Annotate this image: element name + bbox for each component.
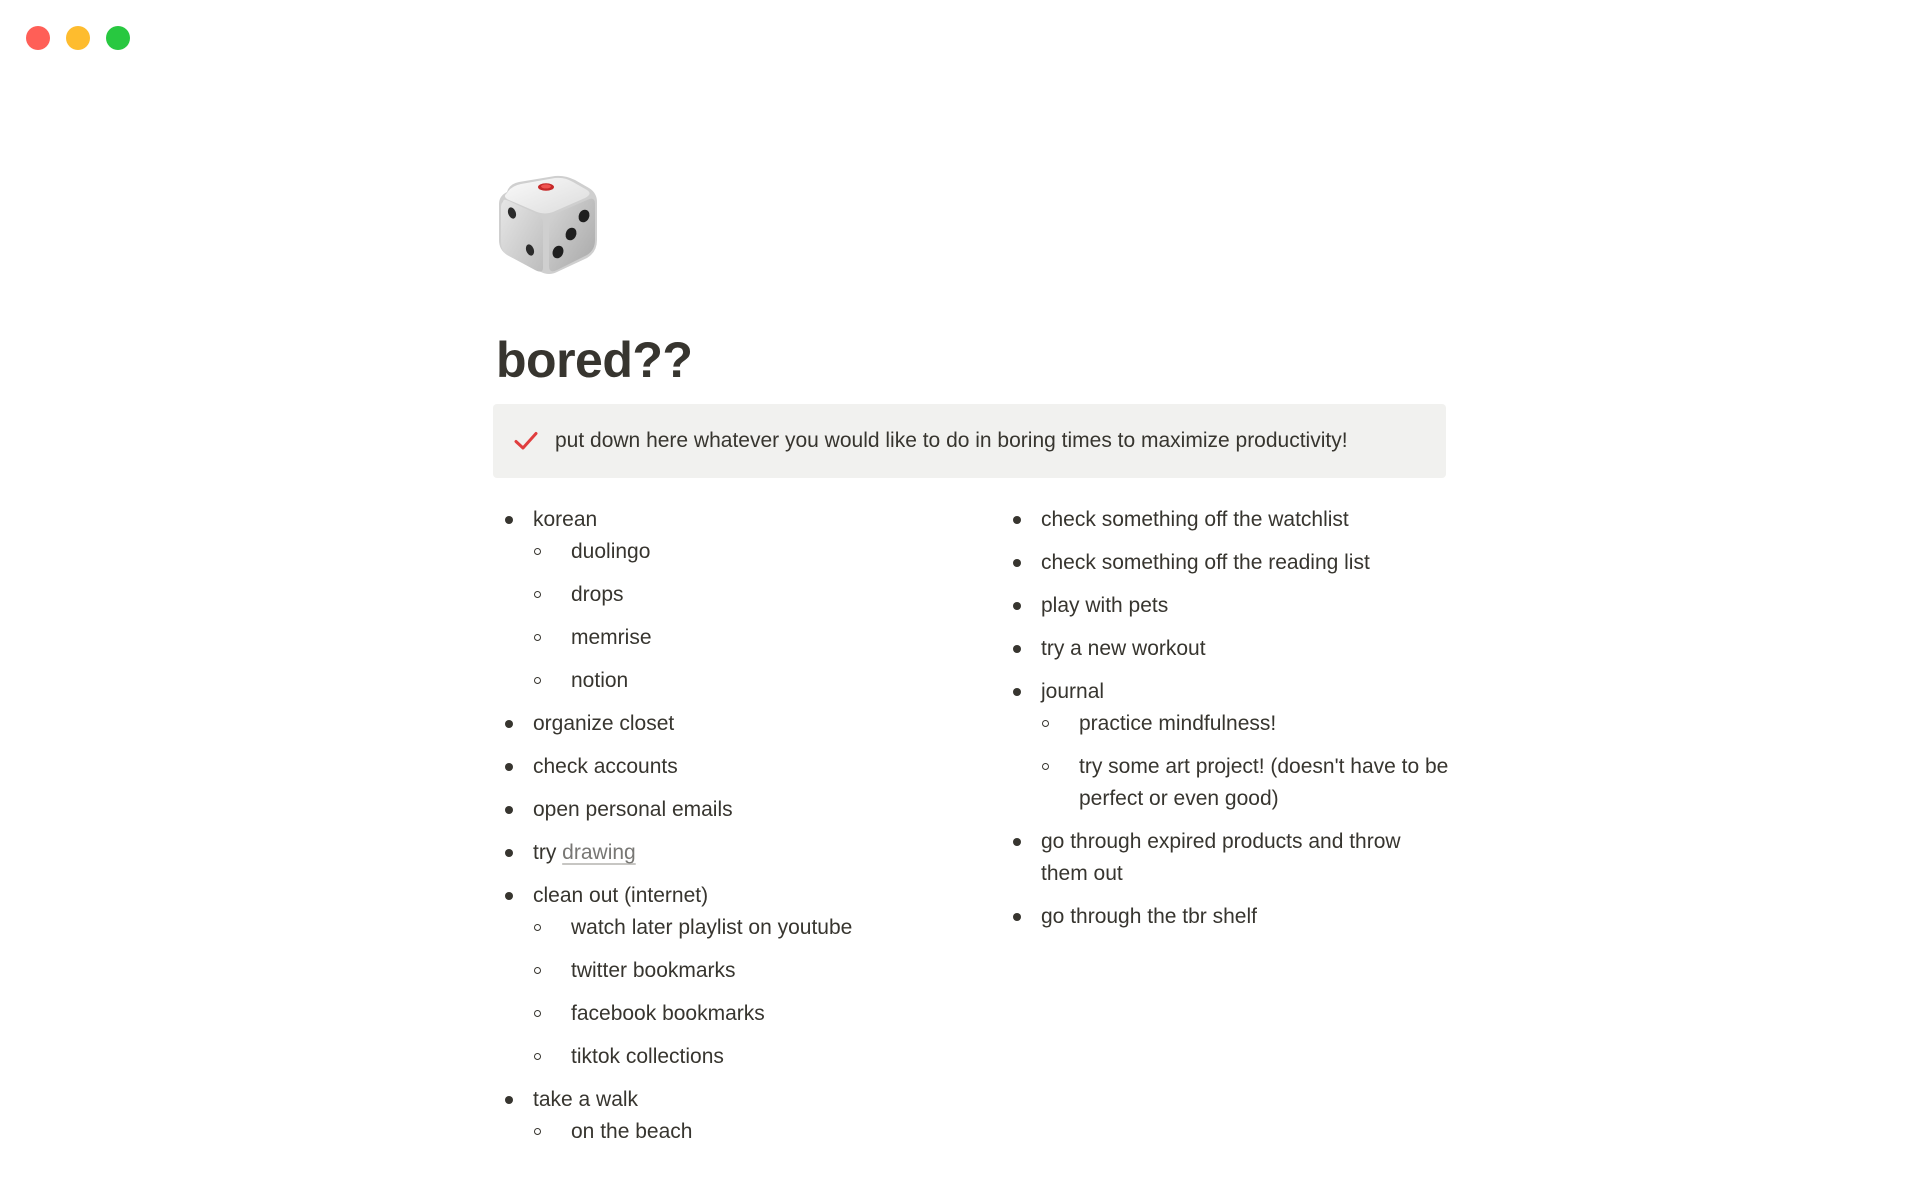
- list-item[interactable]: [503, 504, 963, 708]
- hollow-bullet-icon: [534, 677, 541, 684]
- list-item[interactable]: [1041, 708, 1451, 751]
- list-item[interactable]: [1041, 751, 1451, 815]
- list-item-text: try some art project! (doesn't have to be perfect or even good): [1079, 755, 1449, 810]
- list-item-text: journal: [1041, 680, 1105, 703]
- list-item[interactable]: [533, 579, 963, 622]
- list-item[interactable]: [503, 837, 963, 880]
- bullet-icon: [1013, 688, 1021, 696]
- list-item-text: facebook bookmarks: [571, 1002, 765, 1025]
- check-mark-icon: [513, 428, 539, 454]
- list-item-text: play with pets: [1041, 594, 1169, 617]
- list-item-text: watch later playlist on youtube: [571, 916, 853, 939]
- hollow-bullet-icon: [534, 1128, 541, 1135]
- list-item-text: drops: [571, 583, 624, 606]
- list-item[interactable]: [1011, 826, 1451, 901]
- game-die-icon[interactable]: [493, 170, 601, 278]
- bullet-icon: [505, 516, 513, 524]
- maximize-window-button[interactable]: [106, 26, 130, 50]
- list-item-text: on the beach: [571, 1120, 693, 1143]
- list-item-text: take a walk: [533, 1088, 639, 1111]
- bullet-icon: [505, 763, 513, 771]
- list-item-text: check something off the reading list: [1041, 551, 1370, 574]
- list-item[interactable]: [503, 794, 963, 837]
- left-column: [503, 504, 963, 1159]
- right-column: [1011, 504, 1451, 944]
- list-item[interactable]: [1011, 633, 1451, 676]
- bullet-icon: [505, 720, 513, 728]
- hollow-bullet-icon: [1042, 720, 1049, 727]
- two-column-layout: [493, 504, 1449, 1200]
- list-item[interactable]: [1011, 901, 1451, 944]
- close-window-button[interactable]: [26, 26, 50, 50]
- list-item-text: organize closet: [533, 712, 675, 735]
- hollow-bullet-icon: [534, 634, 541, 641]
- list-item[interactable]: [503, 880, 963, 1084]
- bullet-icon: [1013, 559, 1021, 567]
- window-controls: [26, 26, 130, 50]
- list-item[interactable]: [533, 1041, 963, 1073]
- hollow-bullet-icon: [534, 967, 541, 974]
- list-item[interactable]: [533, 955, 963, 998]
- bullet-icon: [1013, 516, 1021, 524]
- list-item[interactable]: [533, 1116, 963, 1148]
- list-item[interactable]: [533, 912, 963, 955]
- list-item-text: open personal emails: [533, 798, 733, 821]
- list-item-text: check accounts: [533, 755, 678, 778]
- bullet-icon: [1013, 645, 1021, 653]
- list-item[interactable]: [503, 1084, 963, 1159]
- list-item[interactable]: [503, 708, 963, 751]
- bullet-icon: [505, 1096, 513, 1104]
- list-item[interactable]: [533, 665, 963, 697]
- hollow-bullet-icon: [534, 1010, 541, 1017]
- hollow-bullet-icon: [1042, 763, 1049, 770]
- list-item[interactable]: [503, 751, 963, 794]
- nested-list: [1041, 708, 1451, 815]
- list-item-text: check something off the watchlist: [1041, 508, 1349, 531]
- nested-list: [533, 1116, 963, 1148]
- list-item-text: korean: [533, 508, 598, 531]
- bulleted-list: [1011, 504, 1451, 944]
- list-item[interactable]: [533, 622, 963, 665]
- hollow-bullet-icon: [534, 924, 541, 931]
- list-item-text: clean out (internet): [533, 884, 709, 907]
- hollow-bullet-icon: [534, 591, 541, 598]
- page-title[interactable]: bored??: [496, 332, 693, 388]
- list-item-text: twitter bookmarks: [571, 959, 736, 982]
- list-item-text: practice mindfulness!: [1079, 712, 1277, 735]
- drawing-page-link[interactable]: drawing: [562, 841, 636, 864]
- list-item[interactable]: [1011, 676, 1451, 826]
- bullet-icon: [1013, 838, 1021, 846]
- list-item[interactable]: [1011, 504, 1451, 547]
- hollow-bullet-icon: [534, 548, 541, 555]
- list-item-text: tiktok collections: [571, 1045, 724, 1068]
- page-content: [493, 170, 1449, 1200]
- list-item-text: memrise: [571, 626, 652, 649]
- bullet-icon: [505, 892, 513, 900]
- list-item-text: try a new workout: [1041, 637, 1206, 660]
- list-item-text: go through the tbr shelf: [1041, 905, 1257, 928]
- bullet-icon: [1013, 913, 1021, 921]
- callout-block[interactable]: [493, 404, 1446, 478]
- nested-list: [533, 536, 963, 697]
- minimize-window-button[interactable]: [66, 26, 90, 50]
- nested-list: [533, 912, 963, 1073]
- list-item-text: notion: [571, 669, 629, 692]
- bullet-icon: [1013, 602, 1021, 610]
- list-item-text: try: [533, 841, 557, 864]
- list-item[interactable]: [1011, 590, 1451, 633]
- list-item-text: duolingo: [571, 540, 651, 563]
- list-item[interactable]: [533, 536, 963, 579]
- callout-text[interactable]: put down here whatever you would like to do in boring times to maximize productivity!: [555, 429, 1348, 452]
- list-item[interactable]: [1011, 547, 1451, 590]
- list-item-text: go through expired products and throw them out: [1041, 830, 1401, 885]
- bulleted-list: [503, 504, 963, 1159]
- list-item[interactable]: [533, 998, 963, 1041]
- hollow-bullet-icon: [534, 1053, 541, 1060]
- bullet-icon: [505, 849, 513, 857]
- bullet-icon: [505, 806, 513, 814]
